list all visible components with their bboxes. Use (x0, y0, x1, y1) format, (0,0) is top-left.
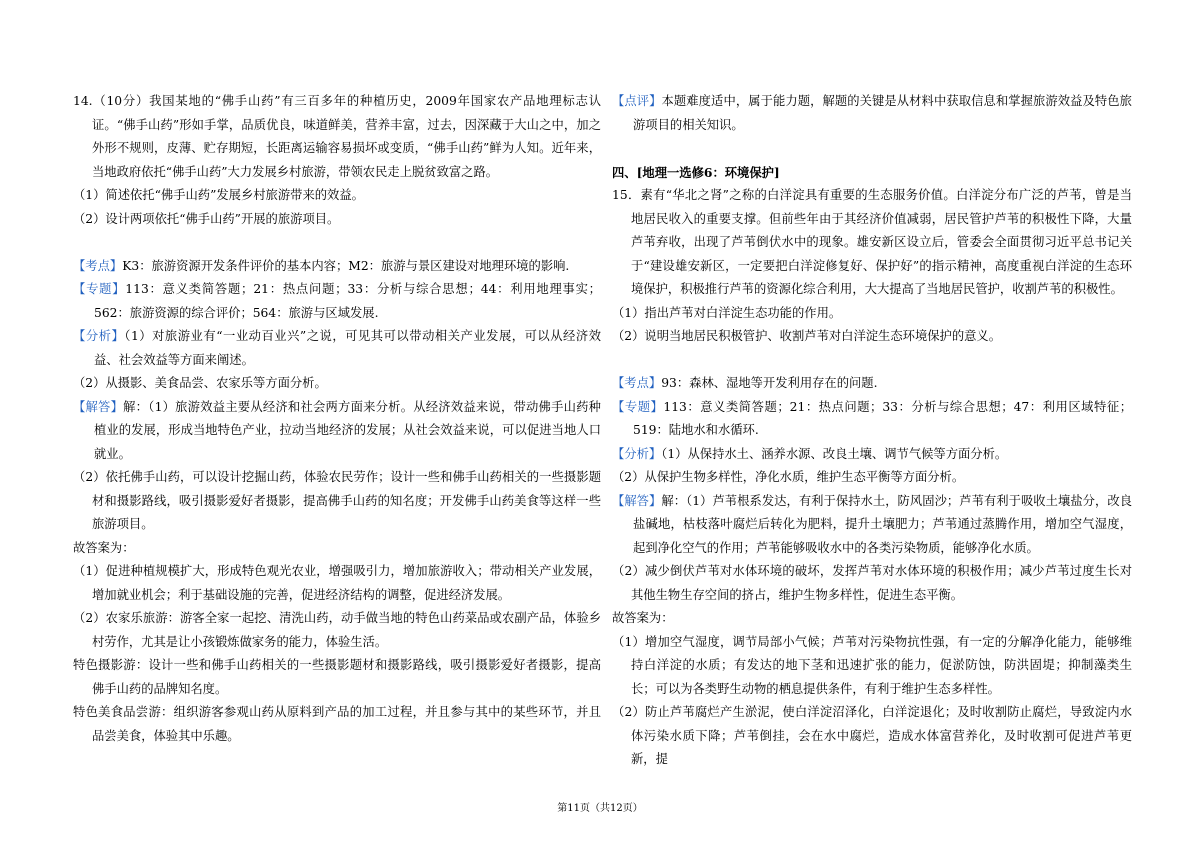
jieda-text-2: （2）依托佛手山药，可以设计挖掘山药，体验农民劳作；设计一些和佛手山药相关的一些摄影题材和摄影路线，吸引摄影爱好者摄影，提高佛手山药的知名度；开发佛手山药美食等这样一些旅游项目。 (73, 470, 601, 531)
question-15-stem: 15．素有“华北之肾”之称的白洋淀具有重要的生态服务价值。白洋淀分布广泛的芦苇，曾是当地居民收入的重要支撑。但前些年由于其经济价值减弱，居民管护芦苇的积极性下降，大量芦苇弃收，出现了芦苇倒伏水中的现象。雄安新区设立后，管委会全面贯彻习近平总书记关于“建设雄安新区，一定要把白洋淀修复好、保护好”的指示精神，高度重视白洋淀的生态环境保护，积极推行芦苇的资源化综合利用，大大提高了当地居民管护，收割芦苇的积极性。 (612, 188, 1132, 296)
right-column (612, 90, 1132, 772)
fenxi-text-1: （1）对旅游业有“一业动百业兴”之说，可见其可以带动相关产业发展，可以从经济效益、社会效益等方面来阐述。 (94, 329, 601, 367)
question-15-subquestion-2: （2）说明当地居民积极管护、收割芦苇对白洋淀生态环境保护的意义。 (612, 329, 1002, 343)
spacer (612, 349, 1132, 373)
page-footer (0, 799, 1200, 814)
dianping-tag: 【点评】 (612, 94, 662, 108)
zhuanti-block (612, 396, 1132, 443)
question-14-subquestion-2: （2）设计两项依托“佛手山药”开展的旅游项目。 (73, 211, 340, 226)
question-15-subquestion-1: （1）指出芦苇对白洋淀生态功能的作用。 (612, 305, 842, 320)
spacer (73, 231, 601, 255)
answer-label: 故答案为： (612, 611, 674, 625)
dianping-block (612, 90, 1132, 137)
question-14-stem: 14.（10分）我国某地的“佛手山药”有三百多年的种植历史，2009年国家农产品地理标志认证。“佛手山药”形如手掌，品质优良，味道鲜美，营养丰富，过去，因深藏于大山之中，加之外形不规则，皮薄、贮存期短，长距离运输容易损坏或变质，“佛手山药”鲜为人知。近年来，当地政府依托“佛手山药”大力发展乡村旅游，带领农民走上脱贫致富之路。 (73, 94, 601, 179)
spacer (612, 137, 1132, 161)
jieda-tag: 【解答】 (612, 493, 662, 508)
zhuanti-tag: 【专题】 (612, 399, 664, 414)
kaodian-block (73, 255, 601, 279)
answer-1: （1）增加空气湿度，调节局部小气候；芦苇对污染物抗性强，有一定的分解净化能力，能够维持白洋淀的水质；有发达的地下茎和迅速扩张的能力，促淤防蚀，防洪固堤；抑制藻类生长；可以为各类野生动物的栖息提供条件，有利于维护生态多样性。 (612, 634, 1132, 696)
kaodian-tag: 【考点】 (612, 376, 662, 390)
zhuanti-block (73, 278, 601, 325)
left-column (73, 90, 601, 748)
section-heading: 四、[地理一选修6：环境保护] (612, 164, 780, 180)
jieda-text-2: （2）减少倒伏芦苇对水体环境的破坏，发挥芦苇对水体环境的积极作用；减少芦苇过度生长对其他生物生存空间的挤占，维护生物多样性，促进生态平衡。 (612, 564, 1132, 602)
answer-4: 特色美食品尝游：组织游客参观山药从原料到产品的加工过程，并且参与其中的某些环节，并且品尝美食，体验其中乐趣。 (73, 705, 601, 743)
answer-2: （2）农家乐旅游：游客全家一起挖、清洗山药，动手做当地的特色山药菜品或农副产品，体验乡村劳作，尤其是让小孩锻炼做家务的能力，体验生活。 (73, 611, 601, 649)
jieda-tag: 【解答】 (73, 399, 124, 414)
kaodian-tag: 【考点】 (73, 258, 123, 273)
jieda-block (73, 396, 601, 467)
jieda-text-1: 解：（1）芦苇根系发达，有利于保持水土，防风固沙；芦苇有利于吸收土壤盐分，改良盐碱地，枯枝落叶腐烂后转化为肥料，提升土壤肥力；芦苇通过蒸腾作用，增加空气湿度，起到净化空气的作用；芦苇能够吸收水中的各类污染物质，能够净化水质。 (633, 493, 1132, 555)
zhuanti-text: 113：意义类简答题；21：热点问题；33：分析与综合思想；47：利用区域特征；519：陆地水和水循环. (633, 399, 1132, 437)
fenxi-block (73, 325, 601, 372)
fenxi-block (612, 443, 1132, 467)
fenxi-tag: 【分析】 (73, 329, 125, 343)
fenxi-text-2: （2）从保护生物多样性，净化水质，维护生态平衡等方面分析。 (612, 470, 965, 484)
fenxi-text-2: （2）从摄影、美食品尝、农家乐等方面分析。 (73, 376, 327, 390)
zhuanti-tag: 【专题】 (73, 282, 126, 296)
kaodian-block (612, 372, 1132, 396)
answer-2: （2）防止芦苇腐烂产生淤泥，使白洋淀沼泽化，白洋淀退化；及时收割防止腐烂，导致淀内水体污染水质下降；芦苇倒挂，会在水中腐烂，造成水体富营养化，及时收割可促进芦苇更新，提 (612, 705, 1132, 766)
dianping-text: 本题难度适中，属于能力题，解题的关键是从材料中获取信息和掌握旅游效益及特色旅游项目的相关知识。 (633, 94, 1132, 132)
page-number: 第11页（共12页） (557, 803, 643, 814)
jieda-block (612, 490, 1132, 561)
fenxi-text-1: （1）从保持水土、涵养水源、改良土壤、调节气候等方面分析。 (661, 446, 1008, 461)
answer-1: （1）促进种植规模扩大，形成特色观光农业，增强吸引力，增加旅游收入；带动相关产业发展，增加就业机会；利于基础设施的完善，促进经济结构的调整，促进经济发展。 (73, 564, 601, 602)
kaodian-text: 93：森林、湿地等开发利用存在的问题. (661, 376, 878, 390)
fenxi-tag: 【分析】 (612, 446, 662, 461)
question-14-subquestion-1: （1）简述依托“佛手山药”发展乡村旅游带来的效益。 (73, 188, 364, 202)
answer-3: 特色摄影游：设计一些和佛手山药相关的一些摄影题材和摄影路线，吸引摄影爱好者摄影，提高佛手山药的品牌知名度。 (73, 658, 601, 696)
answer-label: 故答案为： (73, 540, 135, 555)
kaodian-text: K3：旅游资源开发条件评价的基本内容；M2：旅游与景区建设对地理环境的影响. (122, 258, 570, 273)
jieda-text-1: 解：（1）旅游效益主要从经济和社会两方面来分析。从经济效益来说，带动佛手山药种植业的发展，形成当地特色产业，拉动当地经济的发展；从社会效益来说，可以促进当地人口就业。 (94, 399, 601, 461)
zhuanti-text: 113：意义类简答题；21：热点问题；33：分析与综合思想；44：利用地理事实；562：旅游资源的综合评价；564：旅游与区域发展. (94, 282, 601, 320)
